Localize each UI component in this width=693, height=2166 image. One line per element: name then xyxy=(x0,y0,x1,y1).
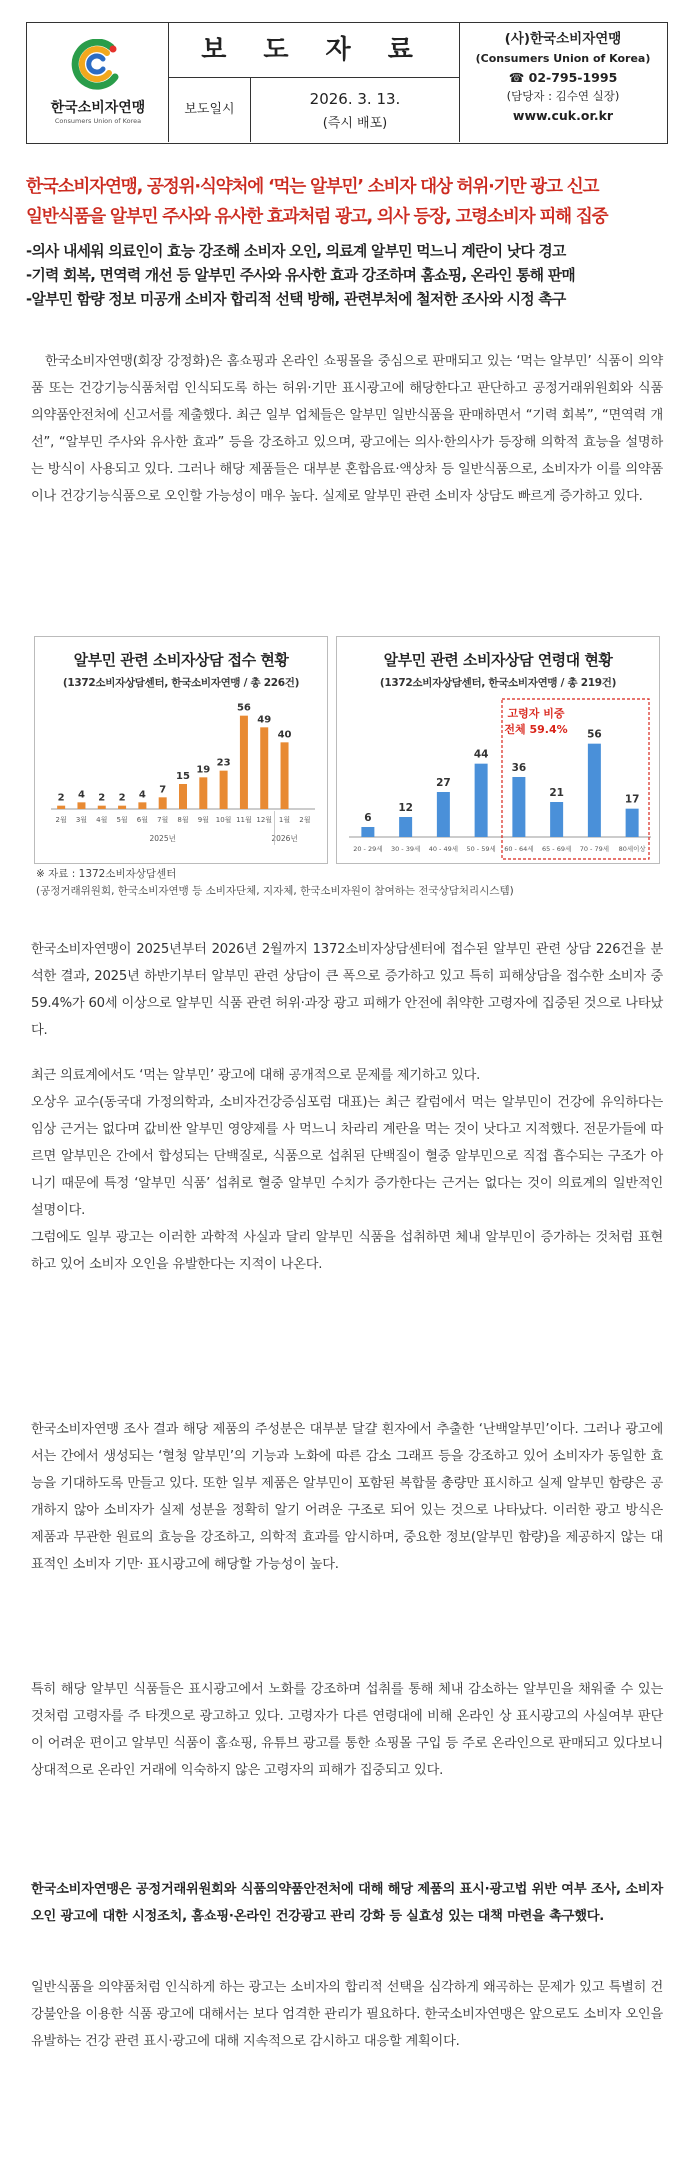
x-tick-label: 6월 xyxy=(136,816,148,824)
subhead-bullet: -알부민 함량 정보 미공개 소비자 합리적 선택 방해, 관련부처에 철저한 조사와 시정 촉구 xyxy=(26,291,566,308)
bar-12월 xyxy=(260,727,268,809)
chart-2-plot xyxy=(337,637,659,863)
x-tick-label: 3월 xyxy=(75,816,88,824)
bar-value-label: 17 xyxy=(624,793,640,806)
release-label: 보도일시 xyxy=(169,78,251,142)
bar-4월 xyxy=(98,806,106,809)
release-note: (즉시 배포) xyxy=(322,116,388,131)
bar-30 - 39세 xyxy=(399,817,412,837)
bar-10월 xyxy=(220,771,228,809)
paragraph-text: 그럼에도 일부 광고는 이러한 과학적 사실과 달리 알부민 식품을 섭취하면 체내 알부민이 증가하는 것처럼 표현하고 있어 소비자 오인을 유발한다는 지적이 나온다. xyxy=(31,1230,663,1272)
x-tick-label: 60 - 64세 xyxy=(504,845,534,853)
bar-value-label: 56 xyxy=(587,728,602,741)
bar-value-label: 6 xyxy=(364,812,372,824)
elderly-annotation-line-1: 고령자 비중 xyxy=(507,707,565,720)
bar-1월 xyxy=(281,742,289,809)
chart-title: 알부민 관련 소비자상담 연령대 현황 xyxy=(383,651,613,669)
headline-block xyxy=(26,172,668,312)
headline-line-1: 한국소비자연맹, 공정위·식약처에 ‘먹는 알부민’ 소비자 대상 허위·기만 광고 신고 xyxy=(26,177,599,197)
paragraph-text: 오상우 교수(동국대 가정의학과, 소비자건강증심포럼 대표)는 최근 칼럼에서 먹는 알부민이 건강에 유익하다는 임상 근거는 없다며 값비싼 알부민 영양제를 사 먹느니 차라리 계란을 먹는 것이 낫다고 지적했다. 전문가들에 따르면 알부민은 간에서 합성되는 단백질로, 식품으로 섭취된 단백질이 혈중 알부민으로 직접 흡수되는 구조가 아니기 때문에 특정 ‘알부민 식품’ 섭취로 혈중 알부민 수치가 증가한다는 근거는 없다는 것이 의료계의 일반적인 설명이다. xyxy=(31,1095,663,1218)
bar-value-label: 23 xyxy=(216,757,231,769)
x-tick-label: 20 - 29세 xyxy=(353,845,383,853)
bar-65 - 69세 xyxy=(550,802,563,837)
x-tick-label: 50 - 59세 xyxy=(466,845,496,853)
logo-name: 한국소비자연맹 xyxy=(50,100,146,116)
x-tick-label: 10월 xyxy=(215,816,232,824)
group-label-2026: 2026년 xyxy=(271,834,298,843)
chart-subtitle: (1372소비자상담센터, 한국소비자연맹 / 총 226건) xyxy=(62,677,300,689)
body-paragraph-6 xyxy=(31,1876,663,1930)
bar-value-label: 56 xyxy=(236,702,251,714)
paragraph-text: 특히 해당 알부민 식품들은 표시광고에서 노화를 강조하며 섭취를 통해 체내 감소하는 알부민을 채워줄 수 있는 것처럼 고령자를 주 타겟으로 광고하고 있다. 고령자가 다른 연령대에 비해 온라인 상 표시광고의 사실여부 판단이 어려운 편이고 알부민 식품이 홈쇼핑, 유튜브 광고를 통한 쇼핑몰 구입 등 주로 온라인으로 판매되고 있다보니 상대적으로 온라인 거래에 익숙하지 않은 고령자의 피해가 집중되고 있다. xyxy=(31,1682,663,1778)
x-tick-label: 65 - 69세 xyxy=(541,845,572,853)
x-tick-label: 9월 xyxy=(197,816,209,824)
bar-value-label: 4 xyxy=(77,789,85,801)
bar-70 - 79세 xyxy=(588,744,601,837)
logo-subtitle: Consumers Union of Korea xyxy=(54,117,142,125)
x-tick-label: 1월 xyxy=(278,816,291,824)
bar-9월 xyxy=(199,777,207,809)
bar-11월 xyxy=(240,716,248,809)
chart-source-line-1: ※ 자료 : 1372소비자상담센터 xyxy=(36,868,177,880)
org-contact: (담당자 : 김수연 실장) xyxy=(506,89,620,103)
x-tick-label: 5월 xyxy=(116,816,128,824)
subhead-bullet: -의사 내세워 의료인이 효능 강조해 소비자 오인, 의료계 알부민 먹느니 계란이 낫다 경고 xyxy=(26,243,566,260)
org-name: (사)한국소비자연맹 xyxy=(504,31,622,47)
bar-value-label: 36 xyxy=(511,762,527,774)
bar-value-label: 19 xyxy=(196,764,211,776)
x-tick-label: 8월 xyxy=(177,816,189,824)
bar-40 - 49세 xyxy=(437,792,450,837)
org-info xyxy=(459,23,666,142)
bar-60 - 64세 xyxy=(512,777,525,837)
x-tick-label: 12월 xyxy=(256,816,273,824)
x-tick-label: 2월 xyxy=(55,816,67,824)
org-phone: ☎ 02-795-1995 xyxy=(508,70,618,85)
x-tick-label: 80세이상 xyxy=(618,845,646,853)
body-paragraph-2 xyxy=(31,936,663,1044)
bar-value-label: 2 xyxy=(118,792,126,804)
bar-value-label: 2 xyxy=(98,792,106,804)
bar-value-label: 4 xyxy=(138,789,146,801)
org-website[interactable]: www.cuk.or.kr xyxy=(512,108,614,123)
chart-age-distribution xyxy=(336,636,660,864)
x-tick-label: 7월 xyxy=(157,816,169,824)
x-tick-label: 70 - 79세 xyxy=(579,845,610,853)
bar-value-label: 7 xyxy=(159,784,167,796)
subhead-bullet: -기력 회복, 면역력 개선 등 알부민 주사와 유사한 효과 강조하며 홈쇼핑, 온라인 통해 판매 xyxy=(26,267,575,284)
paragraph-text: 한국소비자연맹은 공정거래위원회와 식품의약품안전처에 대해 해당 제품의 표시·광고법 위반 여부 조사, 소비자 오인 광고에 대한 시정조치, 홈쇼핑·온라인 건강광고 관리 강화 등 실효성 있는 대책 마련을 촉구했다. xyxy=(31,1882,663,1924)
chart-1-plot xyxy=(35,637,327,863)
elderly-annotation-line-2: 전체 59.4% xyxy=(504,723,568,736)
bar-5월 xyxy=(118,806,126,809)
bar-7월 xyxy=(159,797,167,809)
bar-value-label: 49 xyxy=(257,714,272,726)
chart-source-note xyxy=(36,866,514,900)
bar-20 - 29세 xyxy=(361,827,374,837)
body-paragraph-4 xyxy=(31,1416,663,1578)
headline-line-2: 일반식품을 알부민 주사와 유사한 효과처럼 광고, 의사 등장, 고령소비자 피해 집중 xyxy=(26,207,608,227)
bar-6월 xyxy=(138,802,146,809)
chart-subtitle: (1372소비자상담센터, 한국소비자연맹 / 총 219건) xyxy=(379,677,617,689)
org-name-en: (Consumers Union of Korea) xyxy=(475,52,651,65)
header-table xyxy=(26,22,668,144)
body-paragraph-5 xyxy=(31,1676,663,1784)
doc-title: 보 도 자 료 xyxy=(169,23,459,78)
paragraph-text: 최근 의료계에서도 ‘먹는 알부민’ 광고에 대해 공개적으로 문제를 제기하고 있다. xyxy=(31,1068,481,1083)
body-paragraph-3 xyxy=(31,1062,663,1278)
bar-value-label: 15 xyxy=(176,771,190,782)
bar-value-label: 21 xyxy=(549,787,564,799)
chart-source-line-2: (공정거래위원회, 한국소비자연맹 등 소비자단체, 지자체, 한국소비자원이 참여하는 전국상담처리시스템) xyxy=(36,885,514,897)
bar-80세이상 xyxy=(626,809,639,837)
bar-3월 xyxy=(77,802,85,809)
bar-value-label: 44 xyxy=(473,748,489,761)
x-tick-label: 40 - 49세 xyxy=(428,845,459,853)
bar-value-label: 40 xyxy=(277,729,292,741)
body-paragraph-1 xyxy=(31,348,663,510)
paragraph-text: 일반식품을 의약품처럼 인식하게 하는 광고는 소비자의 합리적 선택을 심각하게 왜곡하는 문제가 있고 특별히 건강불안을 이용한 식품 광고에 대해서는 보다 엄격한 관리가 필요하다. 한국소비자연맹은 앞으로도 소비자 오인을 유발하는 건강 관련 표시·광고에 대해 지속적으로 감시하고 대응할 계획이다. xyxy=(31,1980,663,2049)
x-tick-label: 4월 xyxy=(96,816,108,824)
x-tick-label: 2월 xyxy=(299,816,311,824)
group-label-2025: 2025년 xyxy=(149,834,176,843)
paragraph-text: 한국소비자연맹 조사 결과 해당 제품의 주성분은 대부분 달걀 흰자에서 추출한 ‘난백알부민’이다. 그러나 광고에서는 간에서 생성되는 ‘혈청 알부민’의 기능과 노화에 따른 감소 그래프 등을 강조하고 있어 소비자가 동일한 효능을 기대하도록 만들고 있다. 또한 일부 제품은 알부민이 포함된 복합물 총량만 표시하고 실제 알부민 함량은 공개하지 않아 소비자가 실제 성분을 정확히 알기 어려운 구조로 되어 있는 것으로 나타났다. 이러한 광고 방식은 제품과 무관한 원료의 효능을 강조하고, 의학적 효과를 암시하며, 중요한 정보(알부민 함량)을 제공하지 않는 대표적인 소비자 기만· 표시광고에 해당할 가능성이 높다. xyxy=(31,1422,663,1572)
bar-50 - 59세 xyxy=(475,764,488,837)
paragraph-text: 한국소비자연맹이 2025년부터 2026년 2월까지 1372소비자상담센터에 접수된 알부민 관련 상담 226건을 분석한 결과, 2025년 하반기부터 알부민 관련 상담이 큰 폭으로 증가하고 있고 특히 피해상담을 접수한 소비자 중 59.4%가 60세 이상으로 알부민 식품 관련 허위·과장 광고 피해가 안전에 취약한 고령자에 집중된 것으로 나타났다. xyxy=(31,942,663,1038)
bar-8월 xyxy=(179,784,187,809)
body-paragraph-7 xyxy=(31,1974,663,2055)
x-tick-label: 30 - 39세 xyxy=(390,845,421,853)
paragraph-text: 한국소비자연맹(회장 강정화)은 홈쇼핑과 온라인 쇼핑몰을 중심으로 판매되고 있는 ‘먹는 알부민’ 식품이 의약품 또는 건강기능식품처럼 인식되도록 하는 허위·기만 표시광고에 해당한다고 판단하고 공정거래위원회와 식품의약품안전처에 신고서를 제출했다. 최근 일부 업체들은 알부민 일반식품을 판매하면서 “기력 회복”, “면역력 개선”, “알부민 주사와 유사한 효과” 등을 강조하고 있으며, 광고에는 의사·한의사가 등장해 의학적 효능을 설명하는 방식이 사용되고 있다. 그러나 해당 제품들은 대부분 혼합음료·액상차 등 일반식품으로, 소비자가 이를 의약품이나 건강기능식품으로 오인할 가능성이 매우 높다. 실제로 알부민 관련 소비자 상담도 빠르게 증가하고 있다. xyxy=(31,354,663,504)
bar-value-label: 12 xyxy=(398,802,413,814)
logo-cell xyxy=(27,23,169,142)
chart-consultation-trend xyxy=(34,636,328,864)
cuk-logo-icon xyxy=(71,39,123,91)
bar-value-label: 27 xyxy=(436,777,451,789)
bar-value-label: 2 xyxy=(57,792,65,804)
release-date-cell xyxy=(251,78,459,142)
x-tick-label: 11월 xyxy=(236,816,252,824)
bar-2월 xyxy=(57,806,65,809)
chart-title: 알부민 관련 소비자상담 접수 현황 xyxy=(73,651,289,669)
release-date: 2026. 3. 13. xyxy=(309,90,401,108)
